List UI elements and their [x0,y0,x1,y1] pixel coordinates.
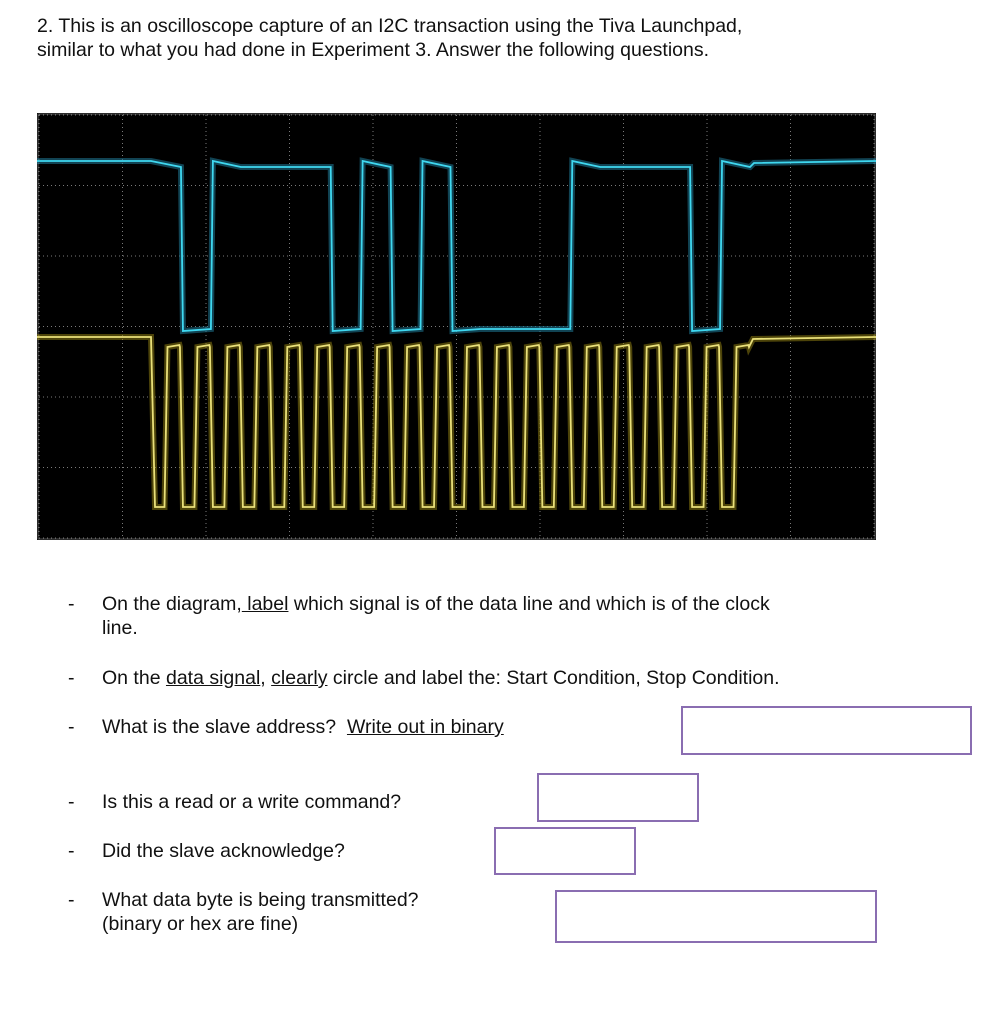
bullet-dash-1: - [68,593,75,615]
upper-trace-line [37,161,876,331]
data-byte-answer-box[interactable] [555,890,877,943]
lower-trace-shadow [37,337,876,507]
item-label-diagram: On the diagram, label which signal is of the data line and which is of the clock line. [102,593,770,639]
slave-address-answer-box[interactable] [681,706,972,755]
lower-trace [37,337,876,507]
question-text [37,14,937,62]
bullet-dash-2: - [68,667,75,689]
item-slave-address: What is the slave address? Write out in binary [102,716,504,738]
item-acknowledge: Did the slave acknowledge? [102,840,345,862]
question-line-1: 2. This is an oscilloscope capture of an I2C transaction using the Tiva Launchpad, [37,15,743,37]
upper-trace [37,161,876,331]
item-data-byte: What data byte is being transmitted? (binary or hex are fine) [102,889,419,935]
read-write-answer-box[interactable] [537,773,699,822]
bullet-dash-3: - [68,716,75,738]
item-read-write: Is this a read or a write command? [102,791,402,813]
upper-trace-shadow [37,161,876,331]
bullet-dash-5: - [68,840,75,862]
acknowledge-answer-box[interactable] [494,827,636,875]
item-start-stop: On the data signal, clearly circle and label the: Start Condition, Stop Condition. [102,667,780,689]
bullet-dash-6: - [68,889,75,911]
oscilloscope-traces [37,113,876,540]
question-line-2: similar to what you had done in Experiment 3. Answer the following questions. [37,39,710,61]
oscilloscope-capture [37,113,876,540]
bullet-dash-4: - [68,791,75,813]
